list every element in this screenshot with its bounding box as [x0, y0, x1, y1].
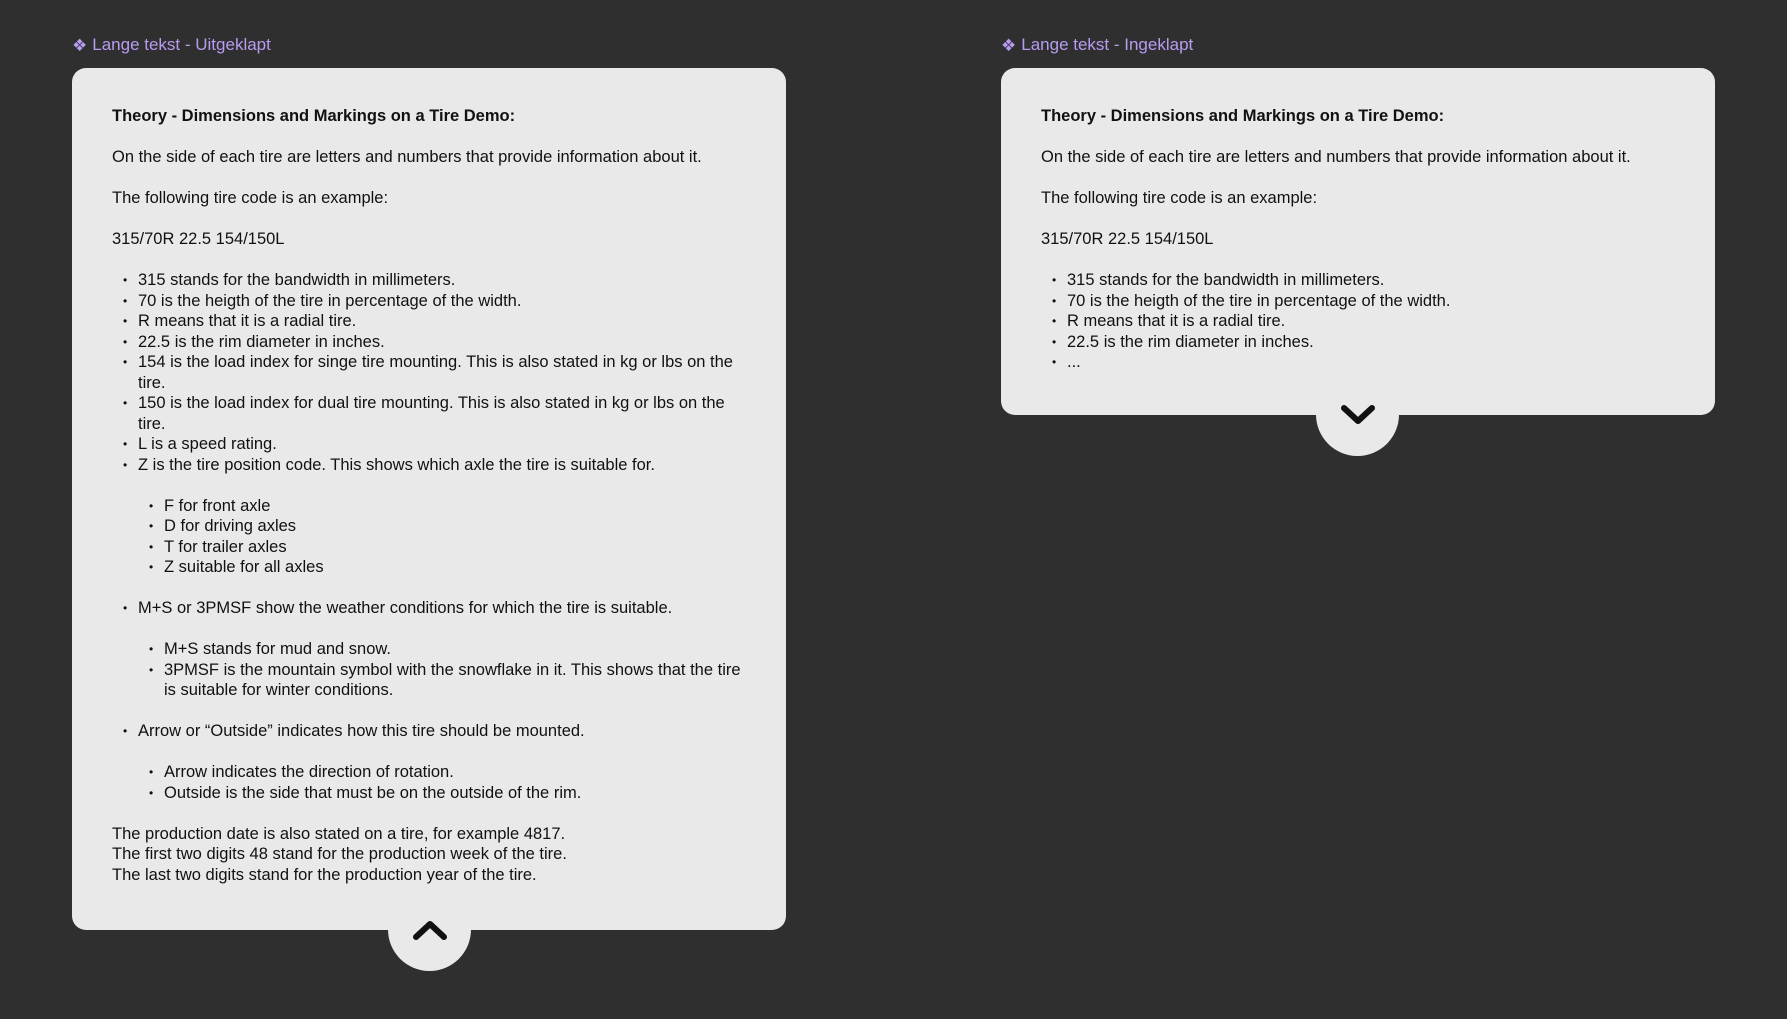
frame-label-text: Lange tekst - Uitgeklapt — [92, 35, 271, 54]
intro-text: On the side of each tire are letters and numbers that provide information about it. — [1041, 148, 1631, 166]
list-item: • 315 stands for the bandwidth in millimeters. — [138, 270, 746, 291]
footer-line: The production date is also stated on a tire, for example 4817. — [112, 824, 566, 843]
tire-code: 315/70R 22.5 154/150L — [112, 230, 285, 248]
list-item: • M+S or 3PMSF show the weather conditions for which the tire is suitable. — [138, 598, 746, 619]
expanded-text-panel — [72, 68, 786, 930]
list-item: • 150 is the load index for dual tire mounting. This is also stated in kg or lbs on the tire. — [138, 393, 746, 434]
tire-code: 315/70R 22.5 154/150L — [1041, 230, 1214, 248]
tire-code-list — [112, 270, 746, 475]
list-item: • F for front axle — [164, 496, 746, 517]
expand-button[interactable] — [1316, 373, 1399, 456]
chevron-up-icon — [412, 919, 448, 941]
list-item: • 154 is the load index for singe tire mounting. This is also stated in kg or lbs on the tire. — [138, 352, 746, 393]
list-item: • 22.5 is the rim diameter in inches. — [138, 332, 746, 353]
weather-sub-list — [112, 639, 746, 701]
list-item: • L is a speed rating. — [138, 434, 746, 455]
list-item: • Z is the tire position code. This shows which axle the tire is suitable for. — [138, 455, 746, 476]
list-item: • Z suitable for all axles — [164, 557, 746, 578]
list-item: • D for driving axles — [164, 516, 746, 537]
frame-label-expanded — [72, 35, 271, 55]
weather-list — [112, 598, 746, 619]
list-item: • 70 is the heigth of the tire in percentage of the width. — [138, 291, 746, 312]
footer-line: The last two digits stand for the production year of the tire. — [112, 865, 537, 884]
list-item: • 22.5 is the rim diameter in inches. — [1067, 332, 1675, 353]
list-item: • 315 stands for the bandwidth in millimeters. — [1067, 270, 1675, 291]
list-item: • Arrow indicates the direction of rotation. — [164, 762, 746, 783]
intro-text: On the side of each tire are letters and numbers that provide information about it. — [112, 148, 702, 166]
arrow-sub-list — [112, 762, 746, 803]
example-intro-text: The following tire code is an example: — [112, 189, 389, 207]
list-item: • 70 is the heigth of the tire in percentage of the width. — [1067, 291, 1675, 312]
list-item: • Outside is the side that must be on the outside of the rim. — [164, 783, 746, 804]
footer-line: The first two digits 48 stand for the production week of the tire. — [112, 845, 567, 863]
tire-code-list — [1041, 270, 1675, 373]
list-item: • R means that it is a radial tire. — [1067, 311, 1675, 332]
panel-title: Theory - Dimensions and Markings on a Tire Demo: — [1041, 107, 1445, 125]
arrow-list — [112, 721, 746, 742]
list-item: • M+S stands for mud and snow. — [164, 639, 746, 660]
list-item: • T for trailer axles — [164, 537, 746, 558]
collapsed-text-panel — [1001, 68, 1715, 415]
list-item: • ... — [1067, 352, 1675, 373]
component-icon: ❖ — [72, 35, 88, 55]
collapse-button[interactable] — [388, 888, 471, 971]
list-item: • 3PMSF is the mountain symbol with the snowflake in it. This shows that the tire is suitable for winter conditions. — [164, 660, 746, 701]
position-code-list — [112, 496, 746, 578]
list-item: • Arrow or “Outside” indicates how this tire should be mounted. — [138, 721, 746, 742]
chevron-down-icon — [1340, 404, 1376, 426]
component-icon: ❖ — [1001, 35, 1017, 55]
list-item: • R means that it is a radial tire. — [138, 311, 746, 332]
frame-label-collapsed — [1001, 35, 1193, 55]
production-date-text — [112, 824, 746, 886]
frame-label-text: Lange tekst - Ingeklapt — [1021, 35, 1194, 54]
example-intro-text: The following tire code is an example: — [1041, 189, 1318, 207]
panel-title: Theory - Dimensions and Markings on a Tire Demo: — [112, 107, 516, 125]
